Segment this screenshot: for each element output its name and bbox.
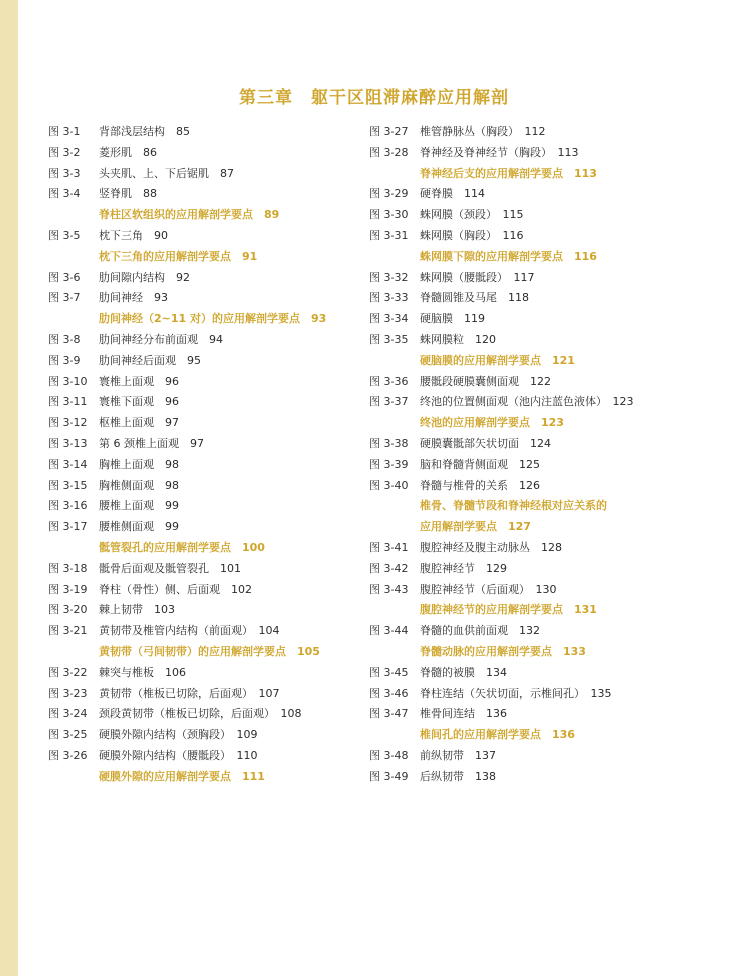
toc-figure-entry [369,434,699,455]
toc-right-column [369,122,699,788]
figure-number: 图 3-49 [369,769,409,783]
toc-figure-entry [48,580,353,601]
figure-number: 图 3-36 [369,374,409,388]
toc-figure-entry [48,413,353,434]
figure-number: 图 3-14 [48,457,88,471]
figure-number: 图 3-5 [48,228,81,242]
toc-figure-entry [369,455,699,476]
section-heading: 肋间神经（2~11 对）的应用解剖学要点 93 [99,312,327,326]
toc-figure-entry [369,663,699,684]
toc-figure-entry [48,372,353,393]
figure-number: 图 3-48 [369,748,409,762]
figure-number: 图 3-19 [48,582,88,596]
figure-caption: 肋间隙内结构 92 [99,270,190,284]
figure-caption: 枢椎上面观 97 [99,416,179,430]
toc-figure-entry [48,704,353,725]
figure-caption: 腹腔神经节（后面观） 130 [420,582,557,596]
toc-figure-entry [369,538,699,559]
figure-number: 图 3-38 [369,436,409,450]
figure-number: 图 3-44 [369,624,409,638]
figure-number: 图 3-22 [48,665,88,679]
figure-caption: 骶骨后面观及骶管裂孔 101 [99,561,241,575]
figure-number: 图 3-7 [48,291,81,305]
figure-number: 图 3-32 [369,270,409,284]
toc-figure-entry [48,476,353,497]
toc-figure-entry [369,392,699,413]
toc-figure-entry [369,372,699,393]
section-heading: 脊柱区软组织的应用解剖学要点 89 [99,208,280,222]
figure-number: 图 3-15 [48,478,88,492]
figure-number: 图 3-34 [369,312,409,326]
figure-number: 图 3-8 [48,332,81,346]
figure-caption: 硬脊膜 114 [420,187,485,201]
figure-caption: 头夹肌、上、下后锯肌 87 [99,166,234,180]
toc-figure-entry [369,143,699,164]
figure-caption: 脊髓的被膜 134 [420,665,507,679]
figure-caption: 脊髓圆锥及马尾 118 [420,291,529,305]
section-heading: 硬膜外隙的应用解剖学要点 111 [99,769,265,783]
toc-left-column [48,122,353,788]
figure-caption: 胸椎侧面观 98 [99,478,179,492]
figure-number: 图 3-43 [369,582,409,596]
figure-number: 图 3-40 [369,478,409,492]
figure-caption: 椎骨间连结 136 [420,707,507,721]
figure-number: 图 3-18 [48,561,88,575]
toc-figure-entry [369,268,699,289]
figure-number: 图 3-28 [369,145,409,159]
toc-section-entry [369,164,699,185]
figure-caption: 硬脑膜 119 [420,312,485,326]
toc-figure-entry [48,288,353,309]
figure-caption: 棘上韧带 103 [99,603,175,617]
toc-figure-entry [48,226,353,247]
toc-figure-entry [48,122,353,143]
toc-figure-entry [48,663,353,684]
figure-caption: 脊髓与椎骨的关系 126 [420,478,540,492]
figure-number: 图 3-27 [369,125,409,138]
figure-caption: 腹腔神经节 129 [420,561,507,575]
toc-section-entry [369,600,699,621]
toc-figure-entry [48,496,353,517]
section-heading: 椎间孔的应用解剖学要点 136 [420,728,575,742]
toc-figure-entry [48,184,353,205]
figure-number: 图 3-16 [48,499,88,513]
toc-section-entry [369,413,699,434]
figure-number: 图 3-1 [48,125,81,138]
figure-caption: 胸椎上面观 98 [99,457,179,471]
toc-figure-entry [48,455,353,476]
toc-figure-entry [369,288,699,309]
figure-number: 图 3-21 [48,624,88,638]
figure-caption: 蛛网膜（腰骶段） 117 [420,270,535,284]
figure-caption: 肋间神经 93 [99,291,168,305]
chapter-title: 第三章 躯干区阻滞麻醉应用解剖 [239,88,509,108]
toc-figure-entry [48,268,353,289]
toc-figure-entry [369,205,699,226]
figure-number: 图 3-11 [48,395,88,409]
figure-caption: 黄韧带及椎管内结构（前面观） 104 [99,624,280,638]
toc-figure-entry [369,621,699,642]
figure-caption: 腰椎上面观 99 [99,499,179,513]
section-heading: 终池的应用解剖学要点 123 [420,416,564,430]
toc-figure-entry [369,559,699,580]
figure-caption: 椎管静脉丛（胸段） 112 [420,125,546,138]
figure-number: 图 3-6 [48,270,81,284]
toc-figure-entry [48,434,353,455]
figure-caption: 棘突与椎板 106 [99,665,186,679]
section-heading: 椎骨、脊髓节段和脊神经根对应关系的 [420,499,607,513]
figure-caption: 竖脊肌 88 [99,187,157,201]
toc-figure-entry [369,309,699,330]
figure-number: 图 3-2 [48,145,81,159]
figure-caption: 前纵韧带 137 [420,748,496,762]
toc-section-entry [48,247,353,268]
toc-figure-entry [48,164,353,185]
toc-figure-entry [48,725,353,746]
toc-section-entry [48,538,353,559]
figure-caption: 黄韧带（椎板已切除，后面观） 107 [99,686,280,700]
figure-caption: 脑和脊髓背侧面观 125 [420,457,540,471]
figure-number: 图 3-24 [48,707,88,721]
section-heading: 应用解剖学要点 127 [420,520,531,534]
figure-number: 图 3-17 [48,520,88,534]
figure-number: 图 3-20 [48,603,88,617]
section-heading: 腹腔神经节的应用解剖学要点 131 [420,603,597,617]
toc-figure-entry [48,559,353,580]
toc-section-entry [369,725,699,746]
figure-caption: 枕下三角 90 [99,228,168,242]
figure-number: 图 3-3 [48,166,81,180]
toc-figure-entry [48,621,353,642]
toc-figure-entry [48,392,353,413]
figure-number: 图 3-23 [48,686,88,700]
figure-number: 图 3-25 [48,728,88,742]
figure-caption: 硬膜外隙内结构（颈胸段） 109 [99,728,258,742]
toc-figure-entry [369,330,699,351]
figure-number: 图 3-31 [369,228,409,242]
figure-number: 图 3-4 [48,187,81,201]
toc-figure-entry [48,351,353,372]
figure-caption: 蛛网膜（颈段） 115 [420,208,524,222]
toc-section-entry [369,517,699,538]
figure-caption: 肋间神经后面观 95 [99,353,201,367]
toc-section-entry [48,309,353,330]
toc-figure-entry [369,684,699,705]
figure-caption: 第 6 颈椎上面观 97 [99,436,204,450]
toc-section-entry [369,642,699,663]
section-heading: 蛛网膜下隙的应用解剖学要点 116 [420,249,597,263]
toc-figure-entry [48,143,353,164]
section-heading: 脊髓动脉的应用解剖学要点 133 [420,644,586,658]
toc-figure-entry [369,122,699,143]
toc-section-entry [48,205,353,226]
figure-caption: 蛛网膜（胸段） 116 [420,228,524,242]
toc-figure-entry [369,476,699,497]
toc-section-entry [48,642,353,663]
figure-caption: 脊髓的血供前面观 132 [420,624,540,638]
toc-figure-entry [48,517,353,538]
toc-figure-entry [48,746,353,767]
figure-caption: 腰椎侧面观 99 [99,520,179,534]
figure-caption: 后纵韧带 138 [420,769,496,783]
figure-caption: 寰椎上面观 96 [99,374,179,388]
figure-number: 图 3-39 [369,457,409,471]
figure-number: 图 3-13 [48,436,88,450]
figure-number: 图 3-35 [369,332,409,346]
toc-section-entry [369,247,699,268]
figure-number: 图 3-37 [369,395,409,409]
toc-figure-entry [369,226,699,247]
figure-number: 图 3-33 [369,291,409,305]
section-heading: 硬脑膜的应用解剖学要点 121 [420,353,575,367]
figure-caption: 腹腔神经及腹主动脉丛 128 [420,540,562,554]
figure-caption: 背部浅层结构 85 [99,125,190,138]
figure-caption: 腰骶段硬膜囊侧面观 122 [420,374,551,388]
figure-number: 图 3-12 [48,416,88,430]
figure-number: 图 3-45 [369,665,409,679]
toc-figure-entry [369,767,699,788]
toc-figure-entry [48,600,353,621]
section-heading: 脊神经后支的应用解剖学要点 113 [420,166,597,180]
toc-section-entry [369,496,699,517]
figure-number: 图 3-29 [369,187,409,201]
toc-figure-entry [369,704,699,725]
toc-figure-entry [48,330,353,351]
toc-figure-entry [48,684,353,705]
section-heading: 黄韧带（弓间韧带）的应用解剖学要点 105 [99,644,320,658]
figure-caption: 硬膜外隙内结构（腰骶段） 110 [99,748,258,762]
figure-number: 图 3-42 [369,561,409,575]
section-heading: 枕下三角的应用解剖学要点 91 [99,249,258,263]
figure-number: 图 3-41 [369,540,409,554]
page-edge-band [0,0,18,976]
figure-number: 图 3-30 [369,208,409,222]
figure-caption: 脊神经及脊神经节（胸段） 113 [420,145,579,159]
figure-number: 图 3-26 [48,748,88,762]
toc-figure-entry [369,580,699,601]
figure-caption: 颈段黄韧带（椎板已切除，后面观） 108 [99,707,302,721]
figure-caption: 寰椎下面观 96 [99,395,179,409]
figure-number: 图 3-9 [48,353,81,367]
toc-figure-entry [369,184,699,205]
toc-section-entry [369,351,699,372]
toc-section-entry [48,767,353,788]
figure-caption: 蛛网膜粒 120 [420,332,496,346]
toc-figure-entry [369,746,699,767]
figure-number: 图 3-47 [369,707,409,721]
figure-number: 图 3-46 [369,686,409,700]
figure-caption: 菱形肌 86 [99,145,157,159]
figure-caption: 脊柱（骨性）侧、后面观 102 [99,582,252,596]
figure-number: 图 3-10 [48,374,88,388]
figure-caption: 肋间神经分布前面观 94 [99,332,223,346]
figure-caption: 硬膜囊骶部矢状切面 124 [420,436,551,450]
section-heading: 骶管裂孔的应用解剖学要点 100 [99,540,265,554]
figure-caption: 脊柱连结（矢状切面，示椎间孔） 135 [420,686,612,700]
figure-caption: 终池的位置侧面观（池内注蓝色液体） 123 [420,395,634,409]
